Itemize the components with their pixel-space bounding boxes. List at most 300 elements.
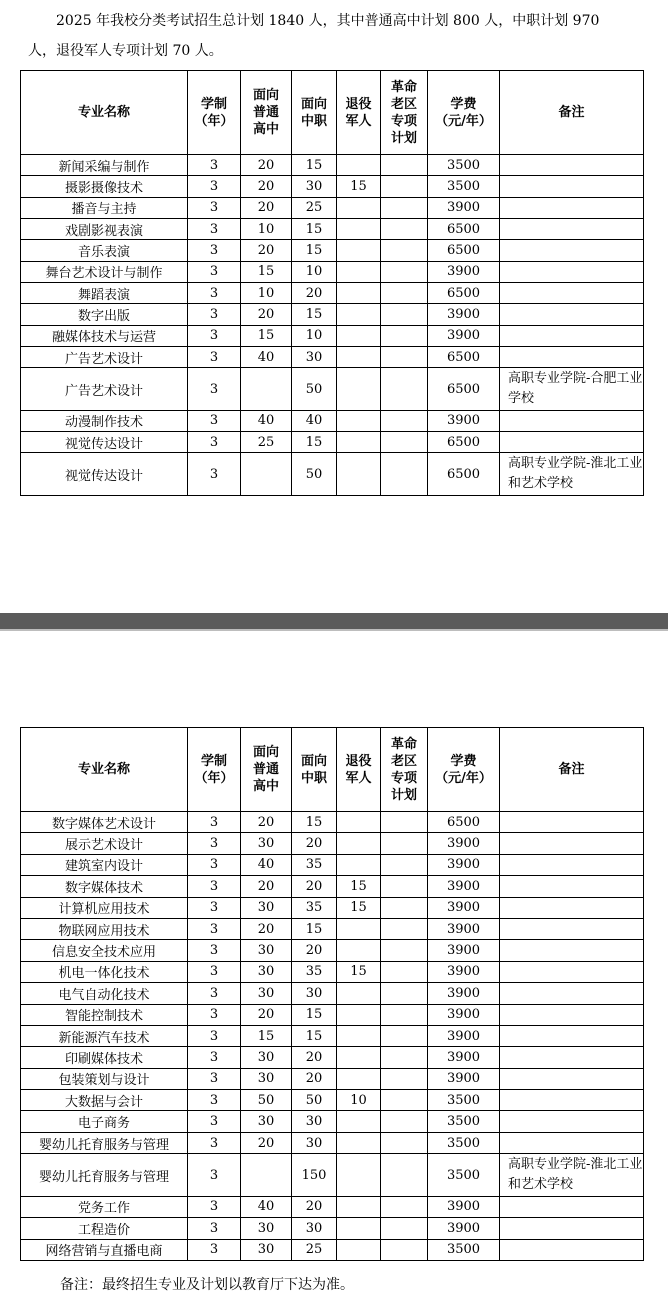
cell-major: 新闻采编与制作 — [21, 155, 188, 176]
table-row — [21, 1004, 644, 1025]
cell-note — [500, 304, 644, 325]
cell-revolution — [381, 876, 428, 897]
cell-vocational: 30 — [292, 176, 337, 197]
cell-major: 融媒体技术与运营 — [21, 325, 188, 346]
cell-highschool: 20 — [241, 304, 292, 325]
cell-veteran — [337, 833, 381, 854]
cell-revolution — [381, 176, 428, 197]
cell-fee: 3500 — [428, 1111, 500, 1132]
cell-years: 3 — [188, 1111, 241, 1132]
header-vocational-line: 面向 — [300, 753, 327, 769]
cell-revolution — [381, 1132, 428, 1153]
cell-note — [500, 1218, 644, 1239]
cell-major: 音乐表演 — [21, 240, 188, 261]
header-fee-line: （元/年） — [435, 770, 492, 786]
cell-veteran — [337, 346, 381, 367]
cell-major: 工程造价 — [21, 1218, 188, 1239]
cell-veteran: 15 — [337, 897, 381, 918]
cell-highschool: 30 — [241, 897, 292, 918]
cell-fee: 3500 — [428, 1090, 500, 1111]
table-row — [21, 218, 644, 239]
cell-fee: 3500 — [428, 1239, 500, 1260]
header-vocational — [292, 728, 337, 812]
cell-highschool: 20 — [241, 1004, 292, 1025]
header-years-line: 学制 — [200, 753, 227, 769]
cell-veteran — [337, 197, 381, 218]
cell-highschool: 30 — [241, 1047, 292, 1068]
header-vocational — [292, 71, 337, 155]
cell-years: 3 — [188, 1239, 241, 1260]
cell-fee: 6500 — [428, 368, 500, 411]
header-row — [21, 71, 644, 155]
cell-revolution — [381, 833, 428, 854]
header-revolution — [381, 728, 428, 812]
cell-years: 3 — [188, 1090, 241, 1111]
cell-veteran — [337, 1025, 381, 1046]
cell-vocational: 50 — [292, 453, 337, 496]
cell-vocational: 30 — [292, 983, 337, 1004]
table-row — [21, 176, 644, 197]
header-years — [188, 71, 241, 155]
header-vocational-line: 面向 — [300, 96, 327, 112]
cell-fee: 3500 — [428, 155, 500, 176]
cell-revolution — [381, 1090, 428, 1111]
cell-fee: 3900 — [428, 1004, 500, 1025]
cell-vocational: 30 — [292, 1111, 337, 1132]
cell-revolution — [381, 218, 428, 239]
cell-years: 3 — [188, 1218, 241, 1239]
cell-fee: 6500 — [428, 282, 500, 303]
cell-highschool: 20 — [241, 176, 292, 197]
cell-veteran — [337, 940, 381, 961]
cell-major: 新能源汽车技术 — [21, 1025, 188, 1046]
cell-note — [500, 155, 644, 176]
table-row — [21, 432, 644, 453]
cell-major: 包装策划与设计 — [21, 1068, 188, 1089]
cell-note — [500, 1025, 644, 1046]
cell-note — [500, 176, 644, 197]
intro-paragraph — [0, 6, 668, 66]
cell-revolution — [381, 346, 428, 367]
cell-highschool — [241, 1154, 292, 1197]
table-row — [21, 1047, 644, 1068]
header-revolution-line: 专项 — [390, 770, 417, 786]
cell-veteran — [337, 1047, 381, 1068]
table-row — [21, 197, 644, 218]
table-row — [21, 1132, 644, 1153]
table-row — [21, 1196, 644, 1217]
cell-vocational: 40 — [292, 410, 337, 431]
cell-highschool: 40 — [241, 854, 292, 875]
cell-major: 数字媒体技术 — [21, 876, 188, 897]
cell-note — [500, 346, 644, 367]
cell-highschool: 40 — [241, 410, 292, 431]
header-revolution-line: 专项 — [390, 113, 417, 129]
cell-veteran — [337, 1239, 381, 1260]
cell-veteran — [337, 410, 381, 431]
cell-highschool: 40 — [241, 346, 292, 367]
cell-note — [500, 983, 644, 1004]
table-row — [21, 282, 644, 303]
cell-major: 物联网应用技术 — [21, 918, 188, 939]
table-row — [21, 368, 644, 411]
header-fee — [428, 728, 500, 812]
header-fee-line: （元/年） — [435, 113, 492, 129]
cell-fee: 3900 — [428, 304, 500, 325]
cell-note: 高职专业学院-合肥工业学校 — [500, 368, 644, 411]
header-note-line: 备注 — [558, 762, 585, 777]
cell-veteran — [337, 1004, 381, 1025]
table-row — [21, 325, 644, 346]
cell-fee: 6500 — [428, 812, 500, 833]
header-major — [21, 71, 188, 155]
header-highschool-line: 高中 — [252, 779, 279, 794]
cell-years: 3 — [188, 876, 241, 897]
cell-vocational: 15 — [292, 812, 337, 833]
cell-major: 摄影摄像技术 — [21, 176, 188, 197]
cell-vocational: 30 — [292, 1132, 337, 1153]
cell-revolution — [381, 1025, 428, 1046]
cell-revolution — [381, 1068, 428, 1089]
header-veteran — [337, 728, 381, 812]
cell-fee: 3500 — [428, 176, 500, 197]
cell-note — [500, 282, 644, 303]
cell-veteran — [337, 1218, 381, 1239]
cell-years: 3 — [188, 282, 241, 303]
cell-revolution — [381, 282, 428, 303]
cell-vocational: 15 — [292, 304, 337, 325]
cell-fee: 3900 — [428, 918, 500, 939]
cell-revolution — [381, 1196, 428, 1217]
header-years — [188, 728, 241, 812]
cell-vocational: 15 — [292, 155, 337, 176]
cell-veteran — [337, 432, 381, 453]
header-veteran — [337, 71, 381, 155]
footer-note: 备注：最终招生专业及计划以教育厅下达为准。 — [60, 1277, 354, 1293]
cell-vocational: 35 — [292, 961, 337, 982]
cell-highschool: 30 — [241, 961, 292, 982]
header-row — [21, 728, 644, 812]
cell-major: 计算机应用技术 — [21, 897, 188, 918]
cell-highschool: 30 — [241, 1111, 292, 1132]
header-veteran-line: 军人 — [345, 113, 372, 129]
cell-years: 3 — [188, 368, 241, 411]
cell-veteran — [337, 218, 381, 239]
cell-major: 戏剧影视表演 — [21, 218, 188, 239]
cell-years: 3 — [188, 197, 241, 218]
cell-note — [500, 876, 644, 897]
cell-revolution — [381, 304, 428, 325]
intro-line-2: 人，退役军人专项计划 70 人。 — [28, 43, 223, 59]
header-major-line: 专业名称 — [77, 762, 130, 777]
cell-fee: 3900 — [428, 897, 500, 918]
table-row — [21, 812, 644, 833]
header-years-line: 学制 — [200, 96, 227, 112]
cell-veteran — [337, 1068, 381, 1089]
cell-note — [500, 940, 644, 961]
cell-note — [500, 918, 644, 939]
cell-revolution — [381, 897, 428, 918]
cell-fee: 3900 — [428, 983, 500, 1004]
page-divider — [0, 613, 668, 629]
table-row — [21, 1090, 644, 1111]
table-row — [21, 261, 644, 282]
cell-major: 电子商务 — [21, 1111, 188, 1132]
cell-years: 3 — [188, 854, 241, 875]
cell-years: 3 — [188, 261, 241, 282]
cell-veteran — [337, 453, 381, 496]
cell-years: 3 — [188, 1004, 241, 1025]
cell-fee: 3900 — [428, 940, 500, 961]
cell-years: 3 — [188, 1047, 241, 1068]
table-row — [21, 1239, 644, 1260]
header-vocational-line: 中职 — [300, 770, 327, 786]
cell-major: 电气自动化技术 — [21, 983, 188, 1004]
cell-vocational: 15 — [292, 1004, 337, 1025]
cell-years: 3 — [188, 812, 241, 833]
cell-veteran — [337, 1111, 381, 1132]
table-row — [21, 1025, 644, 1046]
cell-note — [500, 833, 644, 854]
cell-years: 3 — [188, 1154, 241, 1197]
cell-highschool: 20 — [241, 876, 292, 897]
cell-note — [500, 1047, 644, 1068]
cell-major: 广告艺术设计 — [21, 368, 188, 411]
cell-major: 数字出版 — [21, 304, 188, 325]
cell-vocational: 25 — [292, 1239, 337, 1260]
cell-major: 婴幼儿托育服务与管理 — [21, 1132, 188, 1153]
cell-vocational: 15 — [292, 1025, 337, 1046]
cell-fee: 3900 — [428, 325, 500, 346]
table-row — [21, 1111, 644, 1132]
cell-revolution — [381, 261, 428, 282]
header-highschool-line: 面向 — [252, 88, 279, 103]
header-fee — [428, 71, 500, 155]
header-fee-line: 学费 — [450, 753, 477, 769]
cell-years: 3 — [188, 176, 241, 197]
header-veteran-line: 退役 — [345, 96, 372, 112]
cell-highschool: 20 — [241, 1132, 292, 1153]
cell-highschool: 30 — [241, 1218, 292, 1239]
cell-fee: 6500 — [428, 218, 500, 239]
table-row — [21, 410, 644, 431]
cell-vocational: 10 — [292, 325, 337, 346]
cell-vocational: 50 — [292, 1090, 337, 1111]
cell-revolution — [381, 240, 428, 261]
cell-note: 高职专业学院-淮北工业和艺术学校 — [500, 453, 644, 496]
cell-fee: 6500 — [428, 240, 500, 261]
cell-highschool — [241, 368, 292, 411]
table-row — [21, 1068, 644, 1089]
cell-veteran — [337, 282, 381, 303]
cell-major: 网络营销与直播电商 — [21, 1239, 188, 1260]
cell-fee: 3900 — [428, 197, 500, 218]
cell-highschool: 30 — [241, 1239, 292, 1260]
cell-revolution — [381, 1239, 428, 1260]
cell-highschool: 10 — [241, 282, 292, 303]
cell-vocational: 15 — [292, 432, 337, 453]
cell-years: 3 — [188, 218, 241, 239]
cell-vocational: 20 — [292, 833, 337, 854]
cell-note — [500, 261, 644, 282]
cell-note — [500, 240, 644, 261]
cell-years: 3 — [188, 1196, 241, 1217]
enrollment-table-1 — [20, 70, 644, 496]
cell-vocational: 15 — [292, 240, 337, 261]
cell-veteran — [337, 1154, 381, 1197]
cell-fee: 3900 — [428, 1025, 500, 1046]
cell-major: 信息安全技术应用 — [21, 940, 188, 961]
cell-highschool: 30 — [241, 940, 292, 961]
header-revolution-line: 老区 — [390, 753, 417, 769]
cell-revolution — [381, 961, 428, 982]
cell-years: 3 — [188, 940, 241, 961]
header-revolution-line: 革命 — [390, 736, 417, 752]
cell-major: 视觉传达设计 — [21, 453, 188, 496]
cell-revolution — [381, 368, 428, 411]
cell-highschool: 10 — [241, 218, 292, 239]
header-note — [500, 728, 644, 812]
cell-revolution — [381, 983, 428, 1004]
cell-years: 3 — [188, 432, 241, 453]
cell-revolution — [381, 453, 428, 496]
cell-note — [500, 432, 644, 453]
table-row — [21, 1154, 644, 1197]
cell-fee: 3900 — [428, 854, 500, 875]
cell-fee: 3900 — [428, 961, 500, 982]
cell-major: 舞蹈表演 — [21, 282, 188, 303]
cell-major: 广告艺术设计 — [21, 346, 188, 367]
header-vocational-line: 中职 — [300, 113, 327, 129]
cell-major: 智能控制技术 — [21, 1004, 188, 1025]
cell-revolution — [381, 325, 428, 346]
cell-note — [500, 1090, 644, 1111]
cell-vocational: 15 — [292, 218, 337, 239]
table-row — [21, 876, 644, 897]
header-highschool-line: 高中 — [252, 122, 279, 137]
cell-veteran — [337, 1132, 381, 1153]
cell-vocational: 35 — [292, 897, 337, 918]
cell-revolution — [381, 1047, 428, 1068]
cell-note — [500, 197, 644, 218]
cell-vocational: 20 — [292, 282, 337, 303]
cell-major: 婴幼儿托育服务与管理 — [21, 1154, 188, 1197]
cell-revolution — [381, 1004, 428, 1025]
cell-highschool: 15 — [241, 261, 292, 282]
cell-revolution — [381, 410, 428, 431]
cell-major: 机电一体化技术 — [21, 961, 188, 982]
cell-veteran: 15 — [337, 876, 381, 897]
header-veteran-line: 退役 — [345, 753, 372, 769]
cell-years: 3 — [188, 346, 241, 367]
table-row — [21, 304, 644, 325]
cell-note — [500, 1196, 644, 1217]
cell-note — [500, 218, 644, 239]
header-highschool-line: 普通 — [252, 105, 279, 120]
cell-revolution — [381, 918, 428, 939]
cell-highschool: 50 — [241, 1090, 292, 1111]
cell-years: 3 — [188, 961, 241, 982]
cell-fee: 3900 — [428, 1196, 500, 1217]
cell-fee: 3900 — [428, 261, 500, 282]
table-row — [21, 155, 644, 176]
cell-veteran — [337, 983, 381, 1004]
cell-veteran: 15 — [337, 176, 381, 197]
cell-years: 3 — [188, 897, 241, 918]
table-row — [21, 346, 644, 367]
cell-fee: 3900 — [428, 410, 500, 431]
cell-major: 党务工作 — [21, 1196, 188, 1217]
header-major — [21, 728, 188, 812]
cell-note: 高职专业学院-淮北工业和艺术学校 — [500, 1154, 644, 1197]
cell-major: 视觉传达设计 — [21, 432, 188, 453]
cell-revolution — [381, 854, 428, 875]
cell-major: 数字媒体艺术设计 — [21, 812, 188, 833]
header-highschool-line: 面向 — [252, 745, 279, 760]
table-row — [21, 1218, 644, 1239]
cell-veteran — [337, 240, 381, 261]
cell-years: 3 — [188, 1068, 241, 1089]
cell-note — [500, 1111, 644, 1132]
cell-major: 舞台艺术设计与制作 — [21, 261, 188, 282]
cell-highschool: 20 — [241, 812, 292, 833]
cell-fee: 3900 — [428, 833, 500, 854]
page-divider-edge — [0, 629, 668, 631]
cell-veteran — [337, 304, 381, 325]
cell-vocational: 20 — [292, 1068, 337, 1089]
cell-veteran — [337, 325, 381, 346]
cell-years: 3 — [188, 325, 241, 346]
cell-years: 3 — [188, 410, 241, 431]
cell-note — [500, 1004, 644, 1025]
header-highschool-line: 普通 — [252, 762, 279, 777]
header-major-line: 专业名称 — [77, 105, 130, 120]
cell-vocational: 150 — [292, 1154, 337, 1197]
cell-note — [500, 812, 644, 833]
cell-vocational: 10 — [292, 261, 337, 282]
table-row — [21, 854, 644, 875]
cell-years: 3 — [188, 1025, 241, 1046]
cell-note — [500, 961, 644, 982]
cell-years: 3 — [188, 833, 241, 854]
cell-fee: 3900 — [428, 1047, 500, 1068]
header-revolution — [381, 71, 428, 155]
cell-major: 大数据与会计 — [21, 1090, 188, 1111]
cell-major: 播音与主持 — [21, 197, 188, 218]
cell-fee: 3900 — [428, 1218, 500, 1239]
cell-veteran — [337, 854, 381, 875]
cell-veteran: 10 — [337, 1090, 381, 1111]
cell-note — [500, 1068, 644, 1089]
cell-major: 动漫制作技术 — [21, 410, 188, 431]
table-row — [21, 918, 644, 939]
header-highschool — [241, 71, 292, 155]
cell-note — [500, 1132, 644, 1153]
cell-highschool: 20 — [241, 240, 292, 261]
header-note — [500, 71, 644, 155]
cell-years: 3 — [188, 1132, 241, 1153]
cell-vocational: 50 — [292, 368, 337, 411]
cell-years: 3 — [188, 304, 241, 325]
cell-years: 3 — [188, 155, 241, 176]
header-highschool — [241, 728, 292, 812]
cell-note — [500, 1239, 644, 1260]
cell-vocational: 30 — [292, 1218, 337, 1239]
table-row — [21, 961, 644, 982]
cell-fee: 3900 — [428, 1068, 500, 1089]
cell-vocational: 35 — [292, 854, 337, 875]
cell-veteran — [337, 1196, 381, 1217]
